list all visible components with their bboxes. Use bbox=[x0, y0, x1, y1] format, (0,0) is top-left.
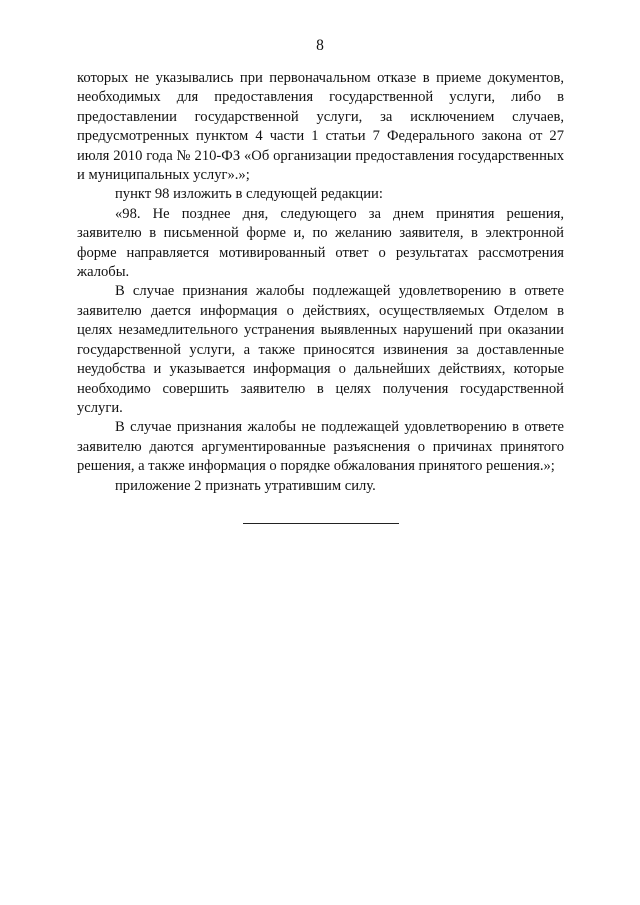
paragraph-continuation: которых не указывались при первоначальном отказе в приеме документов, необходимых для предоставления государственной услуги, либо в предоставлении государственной услуги, за исключением случаев, предусмотренных пунктом 4 части 1 статьи 7 Федерального закона от 27 июля 2010 года № 210-ФЗ «Об организации предоставления государственных и муниципальных услуг».»; bbox=[77, 70, 564, 184]
page-number: 8 bbox=[316, 37, 324, 54]
paragraph-amendment-point-98: пункт 98 изложить в следующей редакции: bbox=[115, 186, 383, 203]
paragraph-complaint-satisfied: В случае признания жалобы подлежащей удовлетворению в ответе заявителю дается информация о действиях, осуществляемых Отделом в целях незамедлительного устранения выявленных нарушений при оказании государственной услуги, а также приносятся извинения за доставленные неудобства и указывается информация о дальнейших действиях, которые необходимо совершить заявителю в целях получения государственной услуги. bbox=[77, 283, 564, 416]
end-divider-line bbox=[243, 523, 399, 524]
paragraph-complaint-rejected: В случае признания жалобы не подлежащей удовлетворению в ответе заявителю даются аргументированные разъяснения о причинах принятого решения, а также информация о порядке обжалования принятого решения.»; bbox=[77, 419, 564, 475]
document-body bbox=[77, 69, 564, 496]
paragraph-point-98-text: «98. Не позднее дня, следующего за днем принятия решения, заявителю в письменной форме и, по желанию заявителя, в электронной форме направляется мотивированный ответ о результатах рассмотрения жалобы. bbox=[77, 205, 564, 281]
paragraph-appendix-repealed: приложение 2 признать утратившим силу. bbox=[115, 477, 376, 494]
